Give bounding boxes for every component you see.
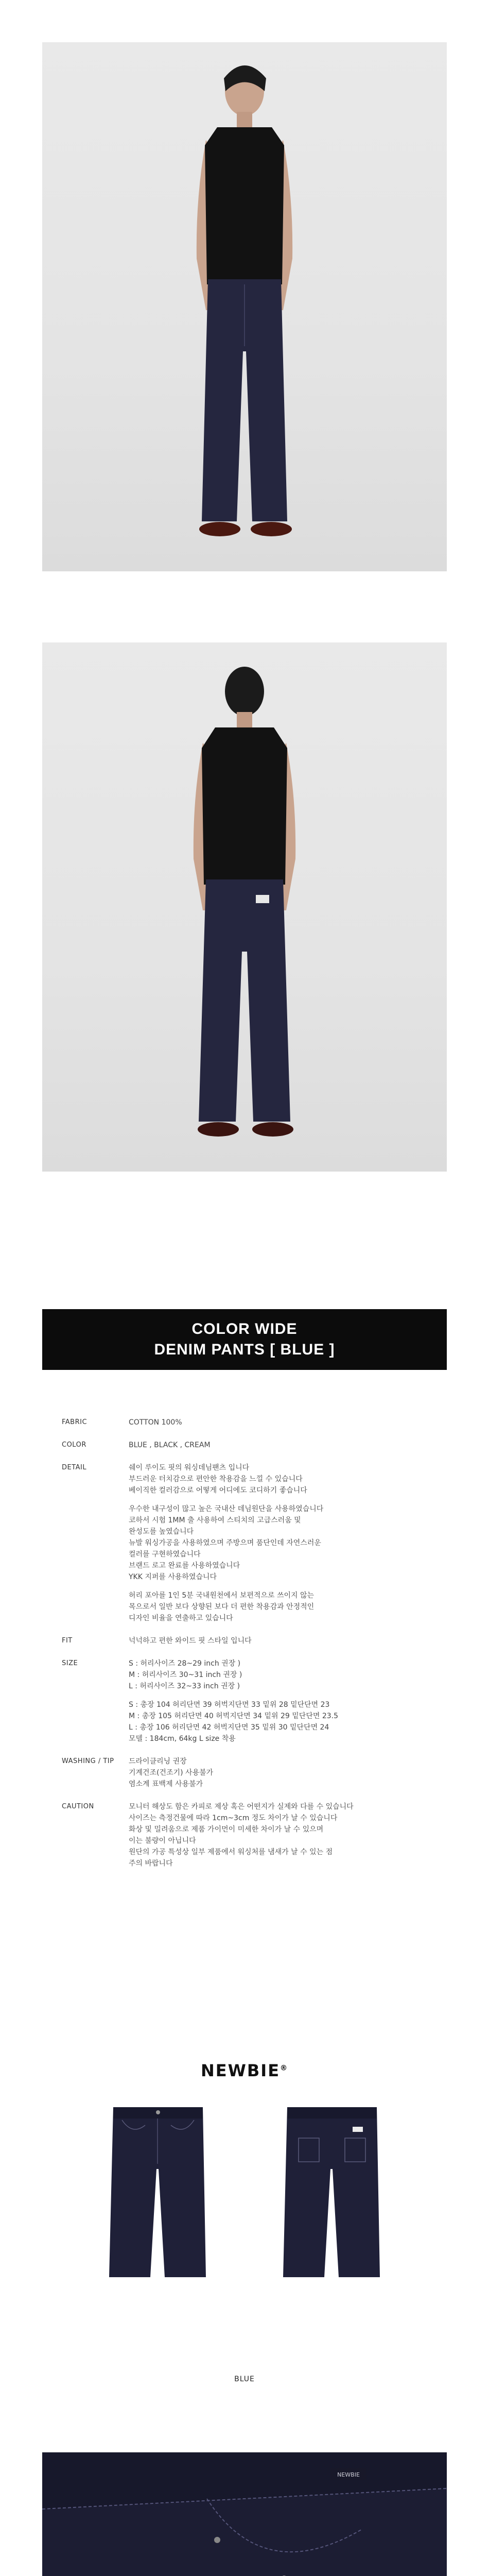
- spec-line: 모델 : 184cm, 64kg L size 착용: [129, 1735, 236, 1743]
- spec-line: 부드러운 터치감으로 편안한 착용감을 느낄 수 있습니다: [129, 1475, 303, 1483]
- brand-logo: [0, 2061, 489, 2080]
- spec-line: S : 허리사이즈 28~29 inch 권장 ): [129, 1659, 241, 1668]
- flat-lay-back: [283, 2107, 380, 2277]
- spec-line: L : 허리사이즈 32~33 inch 권장 ): [129, 1682, 240, 1690]
- spec-line: 목으로서 일반 보다 상향된 보다 더 편한 착용감과 안정적인: [129, 1603, 315, 1611]
- detail-photo-pocket: [42, 2452, 447, 2576]
- spec-row: [62, 1439, 443, 1451]
- spec-line: 컬러를 구현하였습니다: [129, 1550, 201, 1558]
- brand-mark: ®: [280, 2064, 289, 2073]
- spec-label: DETAIL: [62, 1464, 87, 1471]
- spec-row: [62, 1417, 443, 1428]
- spec-value: [129, 1756, 443, 1790]
- spec-row: [62, 1801, 443, 1869]
- spec-label: FIT: [62, 1637, 73, 1645]
- flat-lay-front: [109, 2107, 206, 2277]
- spec-line: M : 총장 105 허리단면 40 허벅지단면 34 밑위 29 밑단단면 23.5: [129, 1712, 338, 1720]
- spec-line: 코하서 시험 1MM 출 사용하여 스티치의 고급스러움 및: [129, 1516, 301, 1524]
- spec-line: L : 총장 106 허리단면 42 허벅지단면 35 밑위 30 밑단단면 24: [129, 1723, 329, 1732]
- spec-row: [62, 1635, 443, 1647]
- spec-line: 베이직한 컬러감으로 어떻게 어디에도 코디하기 좋습니다: [129, 1486, 307, 1495]
- spec-line: 우수한 내구성이 많고 높은 국내산 데님원단을 사용하였습니다: [129, 1505, 324, 1513]
- spec-value: [129, 1801, 443, 1869]
- spec-line: S : 총장 104 허리단면 39 허벅지단면 33 밑위 28 밑단단면 23: [129, 1701, 330, 1709]
- spec-line: 쉐이 루이도 핏의 워싱데님팬츠 입니다: [129, 1464, 250, 1472]
- brand-name: NEWBIE: [200, 2061, 281, 2080]
- spec-label: CAUTION: [62, 1803, 94, 1810]
- spec-line: 이는 불량이 아닙니다: [129, 1837, 196, 1845]
- product-specs: [62, 1417, 443, 1880]
- spec-value: [129, 1462, 443, 1624]
- spec-line: 모니터 해상도 함은 카피로 제상 혹은 어떤지가 실제와 다를 수 있습니다: [129, 1803, 354, 1811]
- spec-line: 드라이클리닝 권장: [129, 1757, 187, 1766]
- spec-line: 허리 포아를 1인 5분 국내원천에서 보편적으로 쓰이지 않는: [129, 1591, 315, 1600]
- spec-label: FABRIC: [62, 1418, 88, 1426]
- spec-line: 넉넉하고 편한 와이드 핏 스타일 입니다: [129, 1637, 252, 1645]
- model-photo-front: [42, 42, 447, 571]
- spec-label: COLOR: [62, 1441, 86, 1449]
- spec-line: 염소계 표백제 사용불가: [129, 1780, 203, 1788]
- spec-line: 원단의 가공 특성상 일부 제품에서 워싱처를 냄새가 날 수 있는 점: [129, 1848, 333, 1856]
- spec-label: SIZE: [62, 1659, 78, 1667]
- spec-line: COTTON 100%: [129, 1418, 182, 1427]
- model-photo-back: [42, 642, 447, 1172]
- spec-value: [129, 1439, 443, 1451]
- product-title-line1: COLOR WIDE: [191, 1320, 298, 1337]
- spec-row: [62, 1658, 443, 1744]
- spec-line: 사이즈는 측정건물에 따라 1cm~3cm 정도 차이가 날 수 있습니다: [129, 1814, 338, 1822]
- spec-line: 디자인 비율을 연출하고 있습니다: [129, 1614, 233, 1622]
- spec-value: [129, 1658, 443, 1744]
- spec-line: 화상 및 밀려움으로 제품 가이먼이 미세한 차이가 날 수 있으며: [129, 1825, 324, 1834]
- product-title-bar: [42, 1309, 447, 1370]
- spec-line: YKK 지퍼를 사용하였습니다: [129, 1573, 217, 1581]
- spec-line: 주의 바랍니다: [129, 1859, 173, 1868]
- spec-value: [129, 1635, 443, 1647]
- spec-label: WASHING / TIP: [62, 1757, 114, 1765]
- product-title-line2: DENIM PANTS [ BLUE ]: [154, 1341, 335, 1358]
- spec-row: [62, 1756, 443, 1790]
- flat-lay-images: [42, 2117, 447, 2287]
- spec-line: 기계건조(건조기) 사용불가: [129, 1769, 214, 1777]
- spec-row: [62, 1462, 443, 1624]
- spec-value: [129, 1417, 443, 1428]
- spec-line: M : 허리사이즈 30~31 inch 권장 ): [129, 1671, 242, 1679]
- detail-brand-tag-1: NEWBIE: [337, 2471, 360, 2478]
- spec-line: 뉴발 워싱가공을 사용하였으며 주방으며 품단인데 자연스러운: [129, 1539, 321, 1547]
- spec-line: 완성도를 높였습니다: [129, 1528, 194, 1536]
- flat-lay-caption: BLUE: [234, 2375, 255, 2383]
- spec-line: BLUE , BLACK , CREAM: [129, 1441, 211, 1449]
- spec-line: 브랜드 로고 완료를 사용하였습니다: [129, 1562, 240, 1570]
